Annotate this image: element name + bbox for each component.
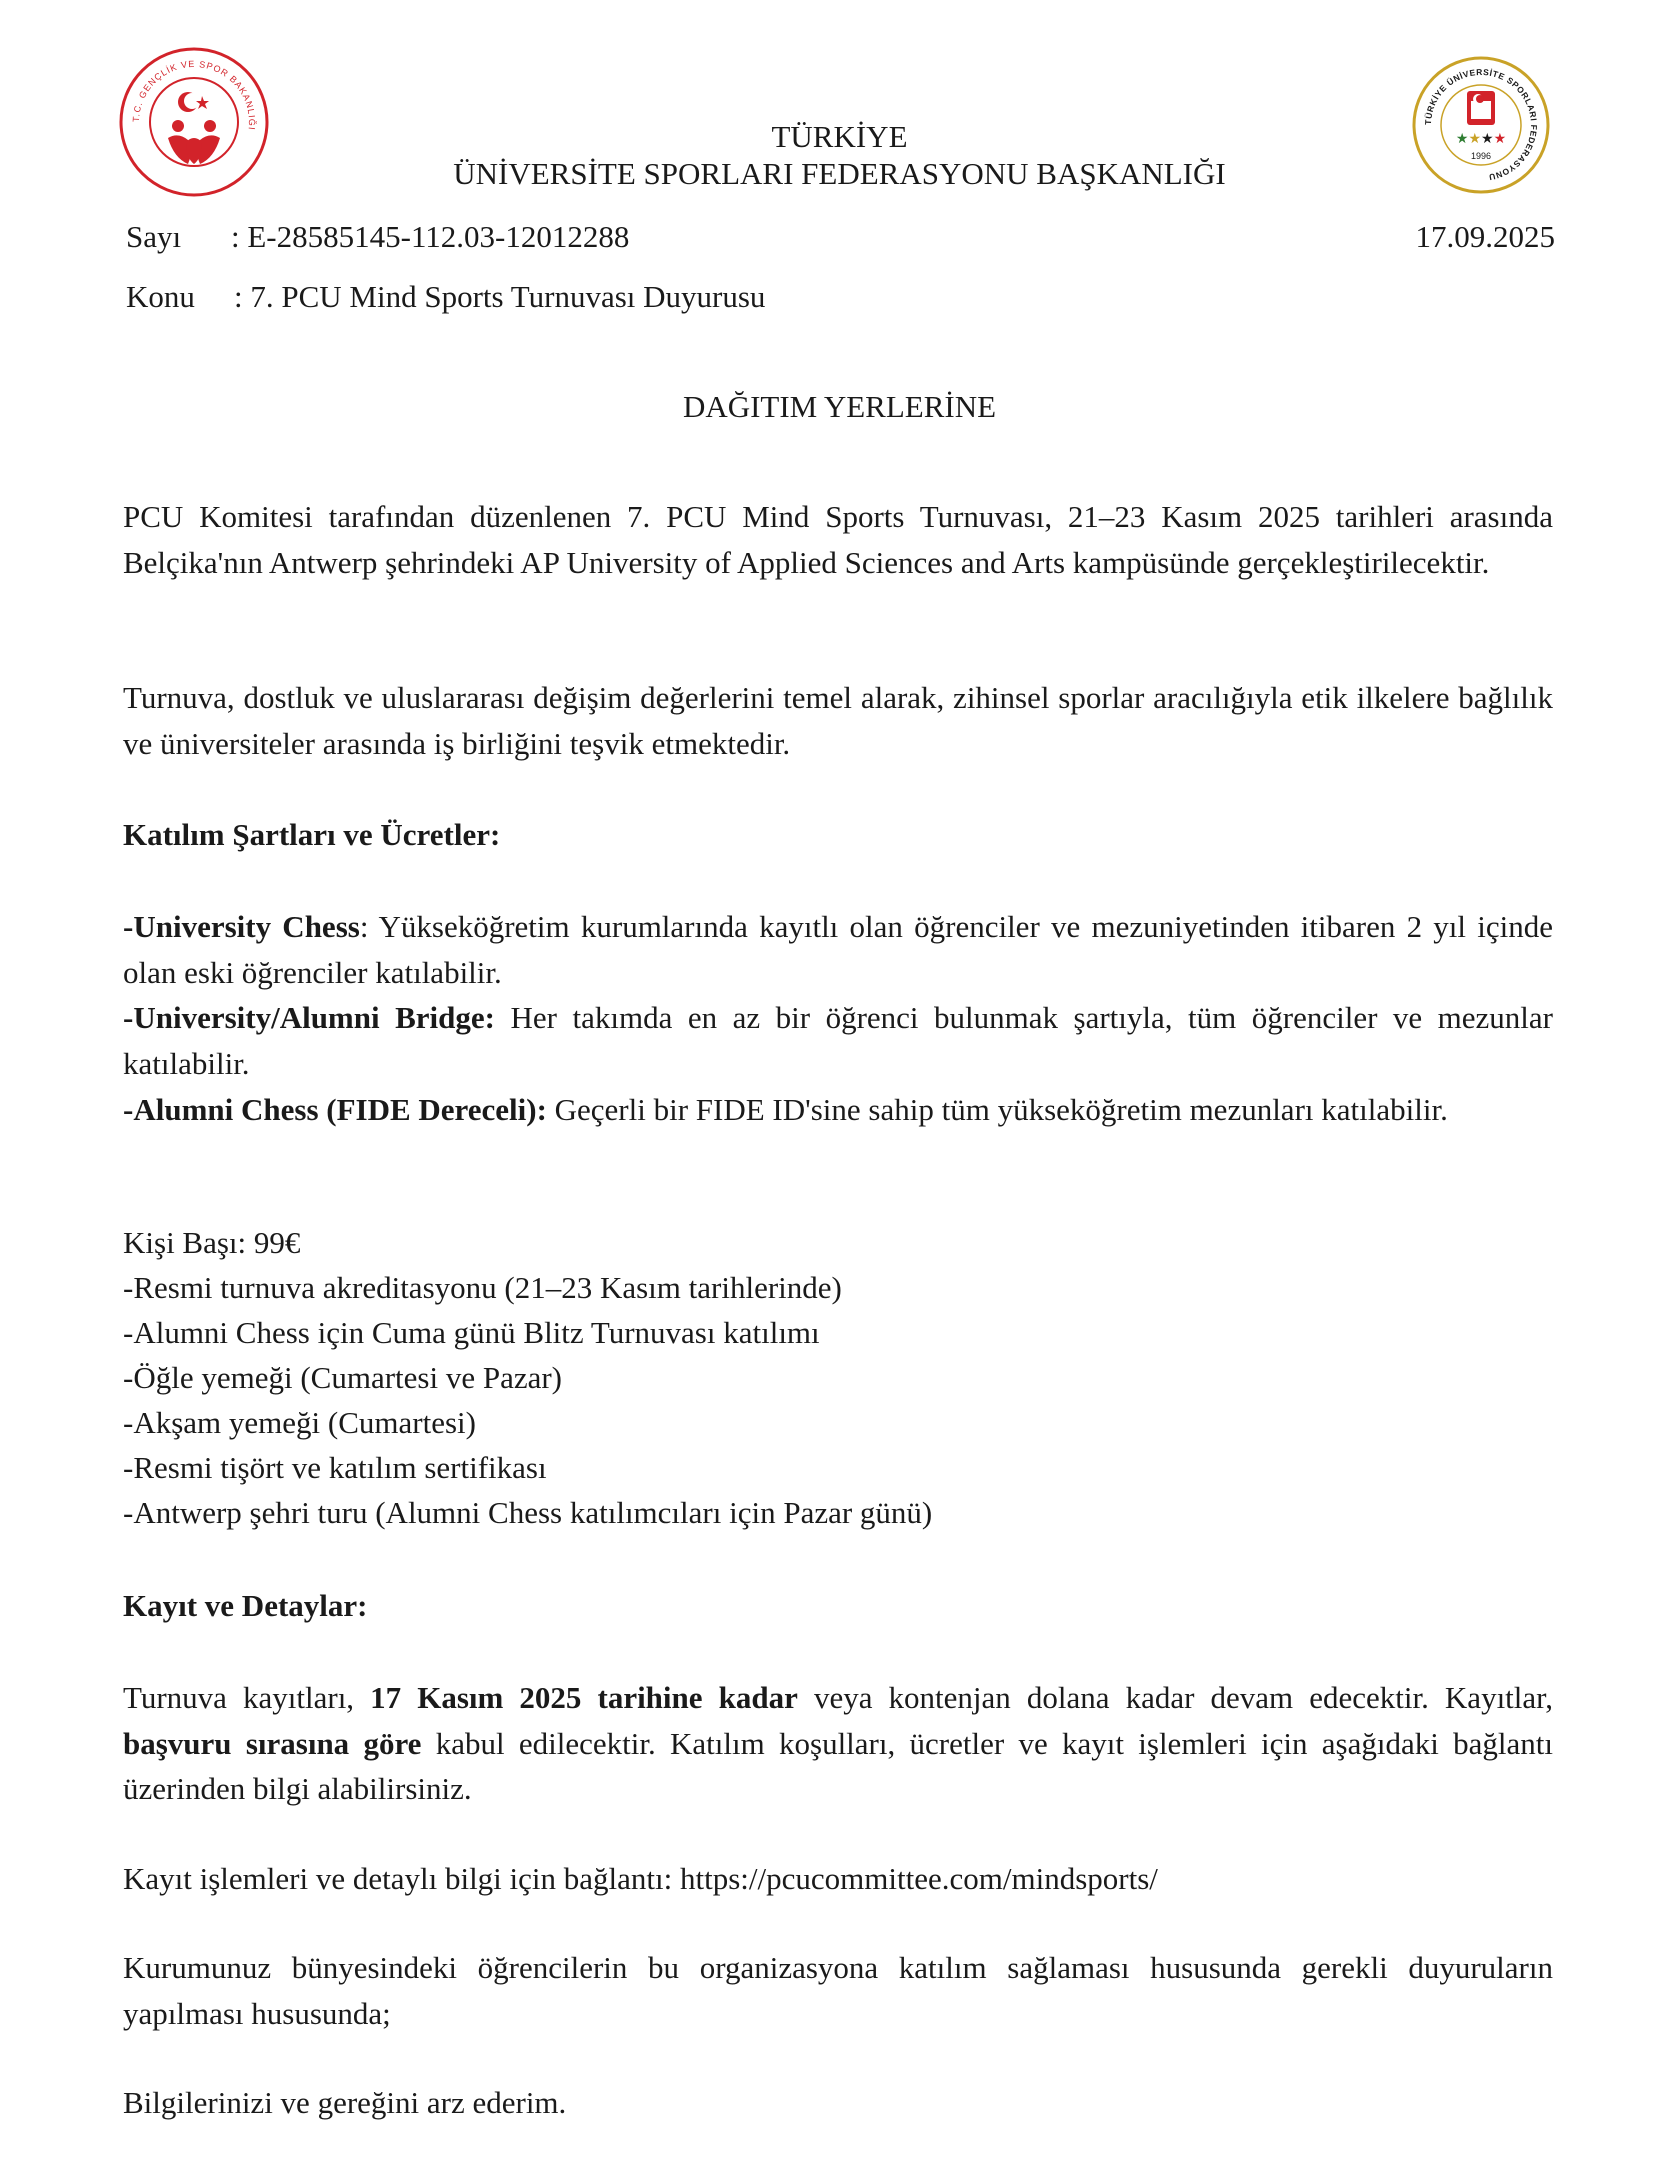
registration-order: başvuru sırasına göre	[123, 1725, 422, 1761]
registration-text-e: kabul edilecektir. Katılım koşulları, ücretler ve kayıt işlemleri için aşağıdaki bağlantı üzerinden bilgi alabilirsiniz.	[123, 1725, 1553, 1806]
requirement-alumni-chess-title: -Alumni Chess (FIDE Dereceli):	[123, 1092, 547, 1127]
stars-icon: ★★★★	[1455, 131, 1507, 147]
requirement-bridge	[123, 995, 1553, 1086]
sayi-label: Sayı	[126, 219, 182, 254]
fee-item: -Alumni Chess için Cuma günü Blitz Turnuvası katılımı	[123, 1315, 820, 1350]
requirement-alumni-chess-text: Geçerli bir FIDE ID'sine sahip tüm yükseköğretim mezunları katılabilir.	[546, 1092, 1448, 1127]
section-title-requirements: Katılım Şartları ve Ücretler:	[123, 817, 501, 852]
requirement-university-chess-title: -University Chess	[123, 909, 360, 944]
registration-text-a: Turnuva kayıtları,	[123, 1680, 371, 1715]
fee-item: -Antwerp şehri turu (Alumni Chess katılımcıları için Pazar günü)	[123, 1495, 933, 1530]
fee-item: -Resmi tişört ve katılım sertifikası	[123, 1450, 547, 1485]
header-country: TÜRKİYE	[771, 119, 908, 154]
registration-text-c: veya kontenjan dolana kadar devam edecektir. Kayıtlar,	[797, 1680, 1553, 1715]
fee-item: -Öğle yemeği (Cumartesi ve Pazar)	[123, 1360, 562, 1395]
paragraph-intro: PCU Komitesi tarafından düzenlenen 7. PCU Mind Sports Turnuvası, 21–23 Kasım 2025 tarihleri arasında Belçika'nın Antwerp şehrindeki AP University of Applied Sciences and Arts kampüsünde gerçekleştirilecektir.	[123, 499, 1553, 580]
requirement-alumni-chess	[123, 1087, 1553, 1133]
federation-ring-text: TÜRKİYE ÜNİVERSİTE SPORLARI FEDERASYONU	[1422, 66, 1540, 183]
konu-label: Konu	[126, 279, 195, 314]
registration-link-line[interactable]: Kayıt işlemleri ve detaylı bilgi için bağlantı: https://pcucommittee.com/mindsports/	[123, 1861, 1158, 1896]
requirement-university-chess-text: : Yükseköğretim kurumlarında kayıtlı olan öğrenciler ve mezuniyetinden itibaren 2 yıl içinde olan eski öğrenciler katılabilir.	[123, 909, 1553, 990]
requirement-bridge-title: -University/Alumni Bridge:	[123, 1000, 495, 1035]
closing-line: Bilgilerinizi ve gereğini arz ederim.	[123, 2085, 567, 2120]
fee-item: -Resmi turnuva akreditasyonu (21–23 Kasım tarihlerinde)	[123, 1270, 842, 1305]
requirement-university-chess	[123, 904, 1553, 995]
paragraph-purpose: Turnuva, dostluk ve uluslararası değişim değerlerini temel alarak, zihinsel sporlar aracılığıyla etik ilkelere bağlılık ve üniversiteler arasında iş birliğini teşvik etmektedir.	[123, 680, 1553, 761]
recipient-heading: DAĞITIM YERLERİNE	[682, 389, 997, 424]
ministry-seal-ring-text: T.C. GENÇLİK VE SPOR BAKANLIĞI	[130, 58, 258, 132]
paragraph-registration	[123, 1675, 1553, 1812]
federation-year: 1996	[1470, 151, 1492, 161]
header-institution: ÜNİVERSİTE SPORLARI FEDERASYONU BAŞKANLIĞI	[453, 156, 1226, 191]
registration-deadline: 17 Kasım 2025 tarihine kadar	[370, 1680, 798, 1715]
sayi-value: : E-28585145-112.03-12012288	[231, 219, 630, 254]
section-title-registration: Kayıt ve Detaylar:	[123, 1588, 368, 1623]
document-date: 17.09.2025	[1415, 219, 1555, 254]
fee-item: -Akşam yemeği (Cumartesi)	[123, 1405, 476, 1440]
fee-per-person: Kişi Başı: 99€	[123, 1225, 301, 1260]
paragraph-request: Kurumunuz bünyesindeki öğrencilerin bu organizasyona katılım sağlaması hususunda gerekli duyuruların yapılması hususunda;	[123, 1950, 1553, 2031]
konu-value: : 7. PCU Mind Sports Turnuvası Duyurusu	[234, 279, 766, 314]
requirement-bridge-text: Her takımda en az bir öğrenci bulunmak şartıyla, tüm öğrenciler ve mezunlar katılabilir.	[123, 1000, 1553, 1081]
